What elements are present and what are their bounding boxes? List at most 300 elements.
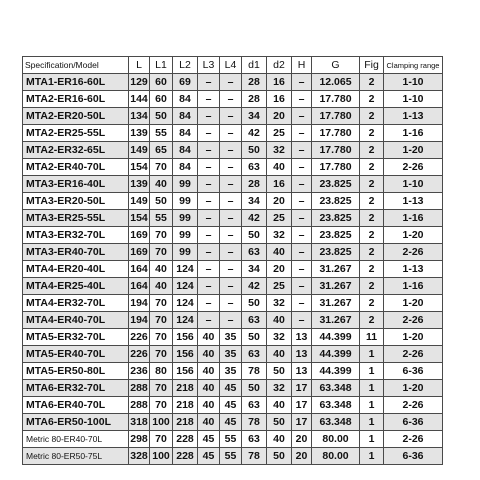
- value-cell: 2: [360, 159, 384, 176]
- value-cell: 99: [173, 227, 198, 244]
- value-cell: 218: [173, 380, 198, 397]
- model-cell: Metric 80-ER50-75L: [23, 448, 129, 465]
- value-cell: 149: [129, 193, 150, 210]
- value-cell: 1-20: [384, 227, 443, 244]
- value-cell: 40: [198, 346, 220, 363]
- spec-table: [22, 56, 443, 465]
- value-cell: 60: [150, 91, 173, 108]
- model-cell: MTA3-ER40-70L: [23, 244, 129, 261]
- value-cell: –: [198, 193, 220, 210]
- value-cell: 169: [129, 227, 150, 244]
- value-cell: –: [292, 108, 312, 125]
- value-cell: 55: [220, 448, 242, 465]
- value-cell: 17.780: [312, 159, 360, 176]
- value-cell: 1: [360, 431, 384, 448]
- value-cell: 25: [267, 210, 292, 227]
- value-cell: 23.825: [312, 176, 360, 193]
- value-cell: 34: [242, 193, 267, 210]
- value-cell: –: [198, 176, 220, 193]
- value-cell: 50: [242, 295, 267, 312]
- model-cell: MTA2-ER16-60L: [23, 91, 129, 108]
- value-cell: 84: [173, 91, 198, 108]
- model-cell: MTA3-ER32-70L: [23, 227, 129, 244]
- value-cell: 44.399: [312, 363, 360, 380]
- value-cell: 1: [360, 414, 384, 431]
- value-cell: –: [292, 176, 312, 193]
- value-cell: 154: [129, 159, 150, 176]
- value-cell: 42: [242, 278, 267, 295]
- value-cell: –: [292, 244, 312, 261]
- value-cell: 2: [360, 91, 384, 108]
- value-cell: 69: [173, 74, 198, 91]
- table-row: [23, 74, 443, 91]
- value-cell: 40: [267, 346, 292, 363]
- value-cell: 70: [150, 329, 173, 346]
- value-cell: 17: [292, 397, 312, 414]
- value-cell: –: [220, 74, 242, 91]
- value-cell: 44.399: [312, 346, 360, 363]
- value-cell: 144: [129, 91, 150, 108]
- value-cell: 31.267: [312, 261, 360, 278]
- value-cell: 124: [173, 295, 198, 312]
- value-cell: 42: [242, 210, 267, 227]
- value-cell: 1-10: [384, 176, 443, 193]
- value-cell: –: [198, 312, 220, 329]
- value-cell: 40: [267, 312, 292, 329]
- value-cell: 1: [360, 448, 384, 465]
- value-cell: 45: [220, 414, 242, 431]
- value-cell: 78: [242, 363, 267, 380]
- value-cell: 13: [292, 346, 312, 363]
- value-cell: –: [220, 227, 242, 244]
- value-cell: 20: [292, 448, 312, 465]
- header-cell: L3: [198, 57, 220, 74]
- value-cell: 2-26: [384, 159, 443, 176]
- value-cell: 32: [267, 142, 292, 159]
- value-cell: 70: [150, 397, 173, 414]
- value-cell: –: [198, 227, 220, 244]
- value-cell: 25: [267, 125, 292, 142]
- value-cell: –: [292, 261, 312, 278]
- value-cell: 134: [129, 108, 150, 125]
- value-cell: 1-16: [384, 125, 443, 142]
- value-cell: 80: [150, 363, 173, 380]
- table-body: [23, 74, 443, 465]
- value-cell: 35: [220, 346, 242, 363]
- table-row: [23, 414, 443, 431]
- value-cell: 1-16: [384, 210, 443, 227]
- value-cell: 78: [242, 414, 267, 431]
- value-cell: –: [198, 295, 220, 312]
- value-cell: 20: [267, 261, 292, 278]
- model-cell: MTA6-ER32-70L: [23, 380, 129, 397]
- value-cell: 60: [150, 74, 173, 91]
- model-cell: MTA1-ER16-60L: [23, 74, 129, 91]
- value-cell: 45: [220, 397, 242, 414]
- value-cell: 70: [150, 380, 173, 397]
- value-cell: 194: [129, 312, 150, 329]
- value-cell: 40: [267, 431, 292, 448]
- value-cell: –: [292, 210, 312, 227]
- value-cell: –: [220, 91, 242, 108]
- value-cell: 63.348: [312, 414, 360, 431]
- value-cell: 2-26: [384, 312, 443, 329]
- value-cell: –: [292, 278, 312, 295]
- value-cell: 34: [242, 261, 267, 278]
- value-cell: 34: [242, 108, 267, 125]
- value-cell: 2: [360, 125, 384, 142]
- value-cell: –: [220, 244, 242, 261]
- value-cell: 50: [267, 448, 292, 465]
- value-cell: 70: [150, 346, 173, 363]
- value-cell: 50: [267, 363, 292, 380]
- value-cell: 318: [129, 414, 150, 431]
- value-cell: 63: [242, 159, 267, 176]
- value-cell: 288: [129, 380, 150, 397]
- value-cell: 12.065: [312, 74, 360, 91]
- value-cell: 31.267: [312, 295, 360, 312]
- table-row: [23, 380, 443, 397]
- value-cell: 70: [150, 244, 173, 261]
- value-cell: 2: [360, 74, 384, 91]
- value-cell: –: [220, 295, 242, 312]
- model-cell: MTA3-ER25-55L: [23, 210, 129, 227]
- value-cell: 1-10: [384, 74, 443, 91]
- value-cell: 1-10: [384, 91, 443, 108]
- value-cell: 84: [173, 159, 198, 176]
- value-cell: 50: [267, 414, 292, 431]
- value-cell: 2: [360, 295, 384, 312]
- value-cell: 1-13: [384, 261, 443, 278]
- value-cell: –: [198, 278, 220, 295]
- value-cell: 84: [173, 125, 198, 142]
- value-cell: 31.267: [312, 278, 360, 295]
- value-cell: –: [220, 108, 242, 125]
- value-cell: 32: [267, 380, 292, 397]
- value-cell: –: [220, 278, 242, 295]
- value-cell: 99: [173, 193, 198, 210]
- value-cell: –: [220, 312, 242, 329]
- header-cell: Specification/Model: [23, 57, 129, 74]
- value-cell: 2-26: [384, 397, 443, 414]
- value-cell: 156: [173, 329, 198, 346]
- value-cell: –: [198, 210, 220, 227]
- value-cell: –: [198, 142, 220, 159]
- value-cell: 32: [267, 295, 292, 312]
- value-cell: 2: [360, 142, 384, 159]
- value-cell: 124: [173, 261, 198, 278]
- value-cell: 40: [150, 278, 173, 295]
- value-cell: 23.825: [312, 227, 360, 244]
- value-cell: 1-13: [384, 193, 443, 210]
- value-cell: 17.780: [312, 108, 360, 125]
- value-cell: 1-16: [384, 278, 443, 295]
- value-cell: 23.825: [312, 193, 360, 210]
- value-cell: 40: [198, 397, 220, 414]
- value-cell: –: [198, 108, 220, 125]
- value-cell: –: [220, 142, 242, 159]
- value-cell: 156: [173, 346, 198, 363]
- value-cell: 156: [173, 363, 198, 380]
- value-cell: 13: [292, 363, 312, 380]
- value-cell: 218: [173, 414, 198, 431]
- value-cell: 2: [360, 176, 384, 193]
- header-cell: d2: [267, 57, 292, 74]
- value-cell: 1: [360, 363, 384, 380]
- header-cell: L2: [173, 57, 198, 74]
- value-cell: –: [292, 91, 312, 108]
- value-cell: 44.399: [312, 329, 360, 346]
- value-cell: 2: [360, 244, 384, 261]
- value-cell: 70: [150, 227, 173, 244]
- model-cell: MTA3-ER20-50L: [23, 193, 129, 210]
- value-cell: 40: [150, 261, 173, 278]
- value-cell: 100: [150, 448, 173, 465]
- value-cell: 63: [242, 431, 267, 448]
- value-cell: –: [220, 125, 242, 142]
- value-cell: 20: [292, 431, 312, 448]
- value-cell: 169: [129, 244, 150, 261]
- value-cell: 40: [267, 159, 292, 176]
- value-cell: 288: [129, 397, 150, 414]
- value-cell: 20: [267, 193, 292, 210]
- value-cell: 16: [267, 74, 292, 91]
- table-row: [23, 108, 443, 125]
- model-cell: MTA4-ER40-70L: [23, 312, 129, 329]
- value-cell: 154: [129, 210, 150, 227]
- value-cell: –: [220, 176, 242, 193]
- table-row: [23, 91, 443, 108]
- table-row: [23, 329, 443, 346]
- value-cell: 50: [242, 329, 267, 346]
- value-cell: 1-20: [384, 329, 443, 346]
- value-cell: 2: [360, 261, 384, 278]
- value-cell: 70: [150, 431, 173, 448]
- value-cell: 50: [242, 227, 267, 244]
- value-cell: 40: [198, 363, 220, 380]
- header-cell: L1: [150, 57, 173, 74]
- value-cell: 6-36: [384, 448, 443, 465]
- table-row: [23, 278, 443, 295]
- value-cell: –: [292, 227, 312, 244]
- header-cell: L4: [220, 57, 242, 74]
- value-cell: 55: [150, 210, 173, 227]
- value-cell: 2: [360, 227, 384, 244]
- value-cell: 35: [220, 363, 242, 380]
- value-cell: 2: [360, 312, 384, 329]
- value-cell: 80.00: [312, 431, 360, 448]
- value-cell: 78: [242, 448, 267, 465]
- value-cell: 40: [198, 414, 220, 431]
- value-cell: 28: [242, 176, 267, 193]
- value-cell: 124: [173, 278, 198, 295]
- value-cell: 50: [150, 193, 173, 210]
- value-cell: 298: [129, 431, 150, 448]
- table-row: [23, 261, 443, 278]
- value-cell: 236: [129, 363, 150, 380]
- value-cell: –: [292, 312, 312, 329]
- value-cell: 31.267: [312, 312, 360, 329]
- value-cell: 70: [150, 295, 173, 312]
- value-cell: 99: [173, 176, 198, 193]
- value-cell: –: [198, 244, 220, 261]
- table-row: [23, 244, 443, 261]
- value-cell: 63.348: [312, 397, 360, 414]
- value-cell: 99: [173, 244, 198, 261]
- value-cell: 32: [267, 329, 292, 346]
- value-cell: 20: [267, 108, 292, 125]
- value-cell: 23.825: [312, 244, 360, 261]
- value-cell: 13: [292, 329, 312, 346]
- table-row: [23, 346, 443, 363]
- value-cell: 50: [242, 142, 267, 159]
- value-cell: 65: [150, 142, 173, 159]
- value-cell: 80.00: [312, 448, 360, 465]
- value-cell: –: [292, 193, 312, 210]
- value-cell: 70: [150, 159, 173, 176]
- header-cell: G: [312, 57, 360, 74]
- value-cell: 226: [129, 329, 150, 346]
- value-cell: 2-26: [384, 431, 443, 448]
- value-cell: 63: [242, 244, 267, 261]
- model-cell: MTA2-ER25-55L: [23, 125, 129, 142]
- value-cell: –: [198, 91, 220, 108]
- value-cell: 50: [150, 108, 173, 125]
- model-cell: MTA2-ER32-65L: [23, 142, 129, 159]
- value-cell: 2-26: [384, 346, 443, 363]
- value-cell: 17: [292, 380, 312, 397]
- value-cell: –: [292, 295, 312, 312]
- value-cell: 35: [220, 329, 242, 346]
- table-row: [23, 431, 443, 448]
- value-cell: 63.348: [312, 380, 360, 397]
- value-cell: 1: [360, 346, 384, 363]
- model-cell: MTA2-ER40-70L: [23, 159, 129, 176]
- value-cell: 63: [242, 397, 267, 414]
- value-cell: –: [198, 125, 220, 142]
- model-cell: MTA5-ER32-70L: [23, 329, 129, 346]
- value-cell: 6-36: [384, 414, 443, 431]
- model-cell: MTA2-ER20-50L: [23, 108, 129, 125]
- value-cell: 124: [173, 312, 198, 329]
- value-cell: 1-13: [384, 108, 443, 125]
- value-cell: 55: [220, 431, 242, 448]
- value-cell: 149: [129, 142, 150, 159]
- value-cell: 28: [242, 91, 267, 108]
- value-cell: –: [292, 125, 312, 142]
- header-cell: Clamping range: [384, 57, 443, 74]
- value-cell: 2: [360, 193, 384, 210]
- value-cell: 2: [360, 210, 384, 227]
- value-cell: 16: [267, 91, 292, 108]
- header-cell: H: [292, 57, 312, 74]
- value-cell: –: [198, 159, 220, 176]
- table-row: [23, 397, 443, 414]
- header-cell: d1: [242, 57, 267, 74]
- model-cell: MTA4-ER25-40L: [23, 278, 129, 295]
- value-cell: 2-26: [384, 244, 443, 261]
- model-cell: MTA5-ER50-80L: [23, 363, 129, 380]
- value-cell: 164: [129, 278, 150, 295]
- table-row: [23, 159, 443, 176]
- value-cell: 17.780: [312, 91, 360, 108]
- value-cell: 194: [129, 295, 150, 312]
- value-cell: 28: [242, 74, 267, 91]
- value-cell: 17.780: [312, 142, 360, 159]
- value-cell: 42: [242, 125, 267, 142]
- value-cell: 55: [150, 125, 173, 142]
- value-cell: 50: [242, 380, 267, 397]
- table-row: [23, 210, 443, 227]
- value-cell: 1-20: [384, 142, 443, 159]
- value-cell: 40: [267, 244, 292, 261]
- value-cell: 45: [198, 431, 220, 448]
- value-cell: 16: [267, 176, 292, 193]
- value-cell: 226: [129, 346, 150, 363]
- value-cell: 32: [267, 227, 292, 244]
- value-cell: 6-36: [384, 363, 443, 380]
- value-cell: 228: [173, 448, 198, 465]
- value-cell: 218: [173, 397, 198, 414]
- table-row: [23, 142, 443, 159]
- value-cell: 45: [220, 380, 242, 397]
- value-cell: 1-20: [384, 380, 443, 397]
- model-cell: MTA6-ER50-100L: [23, 414, 129, 431]
- value-cell: –: [292, 142, 312, 159]
- value-cell: –: [292, 74, 312, 91]
- value-cell: 100: [150, 414, 173, 431]
- model-cell: MTA6-ER40-70L: [23, 397, 129, 414]
- value-cell: 11: [360, 329, 384, 346]
- table-row: [23, 295, 443, 312]
- header-cell: Fig: [360, 57, 384, 74]
- value-cell: 40: [150, 176, 173, 193]
- model-cell: MTA4-ER20-40L: [23, 261, 129, 278]
- value-cell: –: [220, 261, 242, 278]
- value-cell: 129: [129, 74, 150, 91]
- value-cell: 2: [360, 278, 384, 295]
- value-cell: 1-20: [384, 295, 443, 312]
- value-cell: 139: [129, 176, 150, 193]
- model-cell: Metric 80-ER40-70L: [23, 431, 129, 448]
- header-row: [23, 57, 443, 74]
- value-cell: 17.780: [312, 125, 360, 142]
- value-cell: 45: [198, 448, 220, 465]
- value-cell: 2: [360, 108, 384, 125]
- value-cell: 40: [267, 397, 292, 414]
- table-row: [23, 312, 443, 329]
- value-cell: –: [220, 193, 242, 210]
- value-cell: 84: [173, 142, 198, 159]
- value-cell: 63: [242, 312, 267, 329]
- value-cell: 1: [360, 380, 384, 397]
- value-cell: –: [220, 159, 242, 176]
- value-cell: 40: [198, 380, 220, 397]
- value-cell: 84: [173, 108, 198, 125]
- model-cell: MTA3-ER16-40L: [23, 176, 129, 193]
- value-cell: –: [292, 159, 312, 176]
- table-row: [23, 227, 443, 244]
- value-cell: –: [198, 261, 220, 278]
- value-cell: 99: [173, 210, 198, 227]
- value-cell: 63: [242, 346, 267, 363]
- value-cell: 164: [129, 261, 150, 278]
- value-cell: 328: [129, 448, 150, 465]
- value-cell: 17: [292, 414, 312, 431]
- model-cell: MTA5-ER40-70L: [23, 346, 129, 363]
- table-row: [23, 363, 443, 380]
- value-cell: 1: [360, 397, 384, 414]
